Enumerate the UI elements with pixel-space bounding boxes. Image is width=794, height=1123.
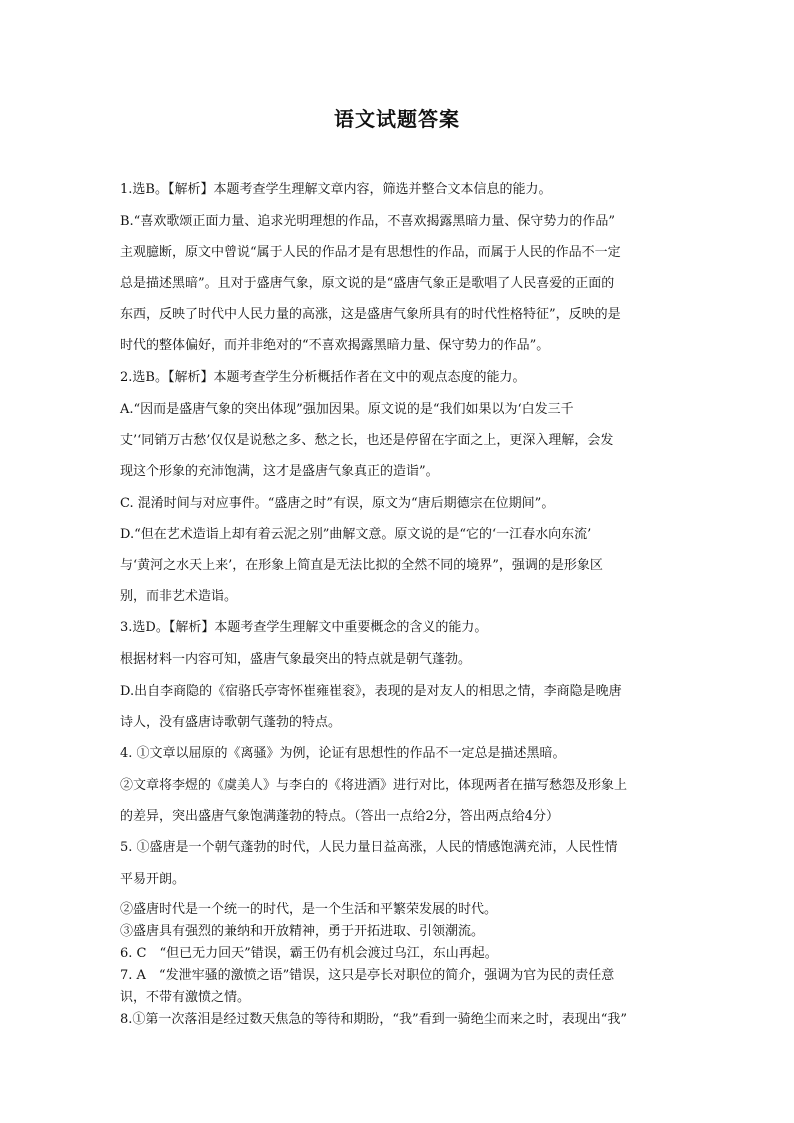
text-line: 5. ①盛唐是一个朝气蓬勃的时代，人民力量日益高涨，人民的情感饱满充沛，人民性情: [120, 840, 618, 855]
text-line: 主观臆断，原文中曾说“属于人民的作品才是有思想性的作品，而属于人民的作品不一定: [120, 245, 621, 260]
text-line: 丈’‘同销万古愁’仅仅是说愁之多、愁之长，也还是停留在字面之上，更深入理解，会发: [120, 433, 614, 448]
text-line: 时代的整体偏好，而并非绝对的“不喜欢揭露黑暗力量、保守势力的作品”。: [120, 338, 550, 353]
text-line: 2.选B。【解析】本题考查学生分析概括作者在文中的观点态度的能力。: [120, 370, 526, 385]
text-line: D.“但在艺术造诣上却有着云泥之别”曲解文意。原文说的是“它的‘一江春水向东流’: [120, 527, 592, 542]
text-line: ③盛唐具有强烈的兼纳和开放精神，勇于开拓进取、引领潮流。: [120, 924, 485, 939]
text-line: 6. C “但已无力回天”错误，霸王仍有机会渡过乌江，东山再起。: [120, 946, 498, 961]
text-line: 平易开朗。: [120, 872, 186, 887]
text-line: 7. A “发泄牢骚的激愤之语”错误，这只是亭长对职位的简介，强调为官为民的责任意: [120, 968, 615, 983]
text-line: 总是描述黑暗”。且对于盛唐气象，原文说的是“盛唐气象正是歌唱了人民喜爱的正面的: [120, 276, 615, 291]
text-line: C. 混淆时间与对应事件。“盛唐之时”有误，原文为“唐后期德宗在位期间”。: [120, 496, 555, 511]
text-line: 8.①第一次落泪是经过数天焦急的等待和期盼，“我”看到一骑绝尘而来之时，表现出“我”: [120, 1012, 627, 1027]
text-line: A.“因而是盛唐气象的突出体现”强加因果。原文说的是“我们如果以为‘白发三千: [120, 402, 574, 417]
text-line: 现这个形象的充沛饱满，这才是盛唐气象真正的造诣”。: [120, 464, 439, 479]
text-line: 1.选B。【解析】本题考查学生理解文章内容，筛选并整合文本信息的能力。: [120, 182, 552, 197]
text-line: 别，而非艺术造诣。: [120, 589, 238, 604]
text-line: ②文章将李煜的《虞美人》与李白的《将进酒》进行对比，体现两者在描写愁怨及形象上: [120, 778, 628, 793]
text-line: 识，不带有激愤之情。: [120, 990, 251, 1005]
text-line: B.“喜欢歌颂正面力量、追求光明理想的作品，不喜欢揭露黑暗力量、保守势力的作品”: [120, 214, 615, 229]
text-line: 3.选D。【解析】本题考查学生理解文中重要概念的含义的能力。: [120, 620, 488, 635]
text-line: 4. ①文章以屈原的《离骚》为例，论证有思想性的作品不一定总是描述黑暗。: [120, 746, 566, 761]
page-title: 语文试题答案: [334, 107, 460, 131]
text-line: 东西，反映了时代中人民力量的高涨，这是盛唐气象所具有的时代性格特征”，反映的是: [120, 307, 621, 322]
text-line: 诗人，没有盛唐诗歌朝气蓬勃的特点。: [120, 715, 342, 730]
text-line: 的差异，突出盛唐气象饱满蓬勃的特点。（答出一点给2分，答出两点给4分）: [120, 809, 560, 824]
text-line: 根据材料一内容可知，盛唐气象最突出的特点就是朝气蓬勃。: [120, 652, 472, 667]
text-line: D.出自李商隐的《宿骆氏亭寄怀崔雍崔衮》，表现的是对友人的相思之情，李商隐是晚唐: [120, 684, 622, 699]
text-line: ②盛唐时代是一个统一的时代，是一个生活和平繁荣发展的时代。: [120, 902, 498, 917]
text-line: 与‘黄河之水天上来’，在形象上简直是无法比拟的全然不同的境界”，强调的是形象区: [120, 558, 603, 573]
